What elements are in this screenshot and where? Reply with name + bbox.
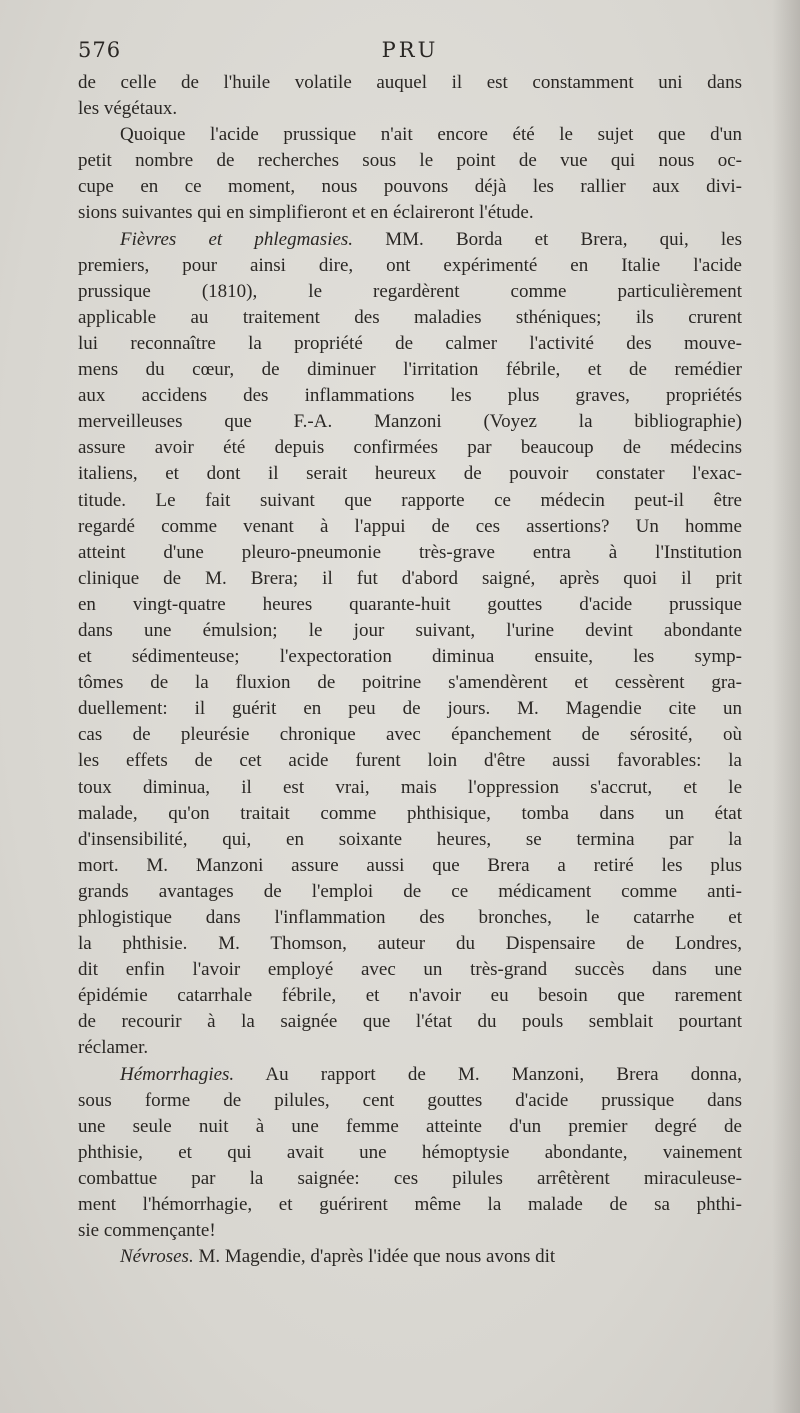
paragraph	[78, 122, 742, 226]
paragraph	[78, 227, 742, 1062]
body-text	[78, 70, 742, 1270]
text-line	[78, 227, 742, 253]
line-text: de celle de l'huile volatile auquel il est constamment uni dans	[78, 72, 742, 93]
text-line	[78, 748, 742, 774]
line-text: mens du cœur, de diminuer l'irritation fébrile, et de remédier	[78, 359, 742, 381]
text-line	[78, 905, 742, 931]
text-line	[78, 696, 742, 722]
line-text: sions suivantes qui en simplifieront et en éclaireront l'étude.	[78, 202, 534, 224]
page-number: 576	[78, 38, 122, 62]
line-text: merveilleuses que F.-A. Manzoni (Voyez la bibliographie)	[78, 411, 742, 433]
text-line	[78, 409, 742, 435]
text-line	[78, 1114, 742, 1140]
line-text: MM. Borda et Brera, qui, les	[353, 228, 742, 250]
text-line	[78, 96, 742, 122]
line-text: sie commençante!	[78, 1220, 216, 1242]
line-text: malade, qu'on traitait comme phthisique, tomba dans un état	[78, 802, 742, 824]
line-text: phthisie, et qui avait une hémoptysie abondante, vainement	[78, 1141, 742, 1163]
line-text: la phthisie. M. Thomson, auteur du Dispensaire de Londres,	[78, 933, 742, 955]
text-line	[78, 931, 742, 957]
text-line	[78, 1192, 742, 1218]
text-line	[78, 305, 742, 331]
text-line	[78, 174, 742, 200]
line-text: Quoique l'acide prussique n'ait encore été le sujet que d'un	[120, 124, 742, 146]
line-text: mort. M. Manzoni assure aussi que Brera a retiré les plus	[78, 854, 742, 876]
line-text: une seule nuit à une femme atteinte d'un premier degré de	[78, 1115, 742, 1137]
text-line	[78, 148, 742, 174]
section-lead: Fièvres et phlegmasies.	[120, 228, 354, 250]
paragraph	[78, 70, 742, 122]
text-line	[78, 801, 742, 827]
line-text: ment l'hémorrhagie, et guérirent même la malade de sa phthi-	[78, 1194, 742, 1216]
text-line	[78, 1166, 742, 1192]
line-text: épidémie catarrhale fébrile, et n'avoir eu besoin que rarement	[78, 985, 742, 1007]
line-text: premiers, pour ainsi dire, ont expérimenté en Italie l'acide	[78, 254, 742, 276]
text-line	[78, 122, 742, 148]
running-head: PRU	[381, 38, 439, 62]
text-line	[78, 1009, 742, 1035]
text-line	[78, 566, 742, 592]
line-text: cupe en ce moment, nous pouvons déjà les rallier aux divi-	[78, 176, 742, 198]
text-line	[78, 1088, 742, 1114]
line-text: cas de pleurésie chronique avec épanchement de sérosité, où	[78, 724, 742, 746]
line-text: Au rapport de M. Manzoni, Brera donna,	[234, 1063, 742, 1085]
line-text: les végétaux.	[78, 98, 178, 120]
paragraph	[78, 1244, 742, 1270]
text-line	[78, 957, 742, 983]
line-text: applicable au traitement des maladies sthéniques; ils crurent	[78, 306, 742, 328]
text-line	[78, 1218, 742, 1244]
text-line	[78, 670, 742, 696]
text-line	[78, 461, 742, 487]
line-text: assure avoir été depuis confirmées par beaucoup de médecins	[78, 437, 742, 459]
line-text: toux diminua, il est vrai, mais l'oppression s'accrut, et le	[78, 776, 742, 798]
text-line	[78, 435, 742, 461]
line-text: et sédimenteuse; l'expectoration diminua ensuite, les symp-	[78, 646, 742, 668]
text-line	[78, 331, 742, 357]
line-text: italiens, et dont il serait heureux de pouvoir constater l'exac-	[78, 463, 742, 485]
text-line	[78, 775, 742, 801]
line-text: regardé comme venant à l'appui de ces assertions? Un homme	[78, 515, 742, 537]
section-lead: Hémorrhagies.	[120, 1063, 235, 1085]
text-line	[78, 383, 742, 409]
line-text: prussique (1810), le regardèrent comme particulièrement	[78, 280, 742, 302]
line-text: atteint d'une pleuro-pneumonie très-grave entra à l'Institution	[78, 541, 742, 563]
text-line	[78, 70, 742, 96]
line-text: aux accidens des inflammations les plus graves, propriétés	[78, 385, 742, 407]
text-line	[78, 253, 742, 279]
text-line	[78, 1244, 742, 1270]
text-line	[78, 514, 742, 540]
line-text: grands avantages de l'emploi de ce médicament comme anti-	[78, 880, 742, 902]
text-line	[78, 357, 742, 383]
paragraph	[78, 1062, 742, 1245]
text-line	[78, 644, 742, 670]
text-line	[78, 488, 742, 514]
text-line	[78, 1035, 742, 1061]
line-text: M. Magendie, d'après l'idée que nous avons dit	[193, 1246, 556, 1268]
section-lead: Névroses.	[120, 1246, 194, 1268]
line-text: dit enfin l'avoir employé avec un très-grand succès dans une	[78, 959, 742, 981]
text-line	[78, 592, 742, 618]
line-text: d'insensibilité, qui, en soixante heures, se termina par la	[78, 828, 742, 850]
line-text: réclamer.	[78, 1037, 149, 1059]
text-line	[78, 1140, 742, 1166]
line-text: dans une émulsion; le jour suivant, l'urine devint abondante	[78, 619, 742, 641]
line-text: combattue par la saignée: ces pilules arrêtèrent miraculeuse-	[78, 1167, 742, 1189]
text-line	[78, 540, 742, 566]
text-line	[78, 279, 742, 305]
page-edge-shadow	[772, 0, 800, 1413]
page-header	[78, 38, 742, 68]
text-line	[78, 827, 742, 853]
text-line	[78, 722, 742, 748]
line-text: titude. Le fait suivant que rapporte ce médecin peut-il être	[78, 489, 742, 511]
line-text: phlogistique dans l'inflammation des bronches, le catarrhe et	[78, 907, 742, 928]
line-text: sous forme de pilules, cent gouttes d'acide prussique dans	[78, 1089, 742, 1111]
text-line	[78, 200, 742, 226]
line-text: de recourir à la saignée que l'état du pouls semblait pourtant	[78, 1011, 742, 1033]
line-text: petit nombre de recherches sous le point de vue qui nous oc-	[78, 150, 742, 172]
line-text: duellement: il guérit en peu de jours. M. Magendie cite un	[78, 698, 742, 720]
text-line	[78, 879, 742, 905]
line-text: en vingt-quatre heures quarante-huit gouttes d'acide prussique	[78, 593, 742, 615]
line-text: lui reconnaître la propriété de calmer l'activité des mouve-	[78, 332, 742, 354]
text-line	[78, 1062, 742, 1088]
text-line	[78, 853, 742, 879]
line-text: tômes de la fluxion de poitrine s'amendèrent et cessèrent gra-	[78, 672, 742, 694]
line-text: les effets de cet acide furent loin d'être aussi favorables: la	[78, 750, 742, 772]
text-line	[78, 983, 742, 1009]
text-line	[78, 618, 742, 644]
line-text: clinique de M. Brera; il fut d'abord saigné, après quoi il prit	[78, 567, 742, 589]
